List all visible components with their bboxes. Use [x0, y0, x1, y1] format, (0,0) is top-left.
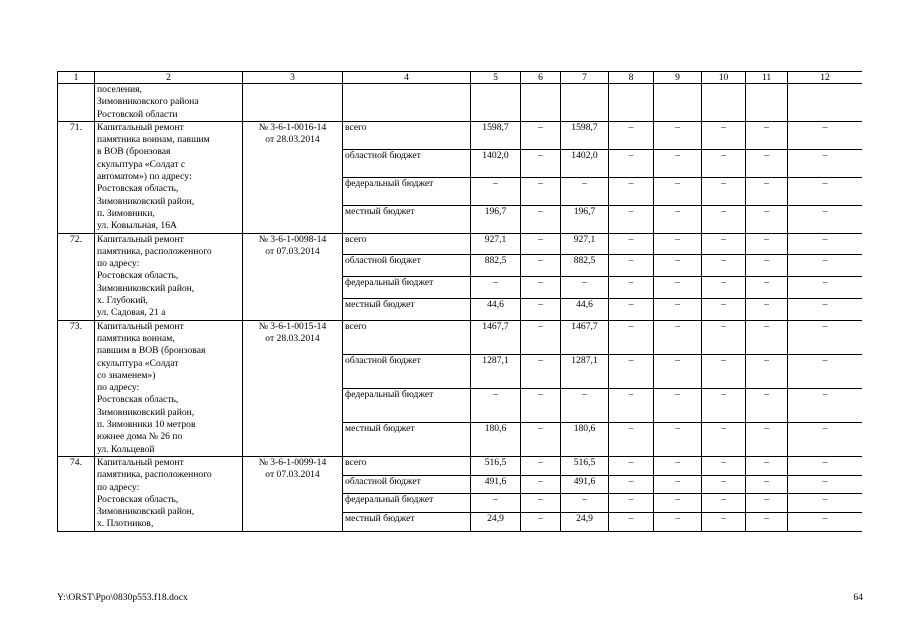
value-cell-8: – — [609, 233, 654, 255]
value-cell-7: 927,1 — [561, 233, 609, 255]
value-cell-12: – — [788, 494, 863, 513]
budget-label-cell: областной бюджет — [343, 255, 471, 277]
object-name-line: Капитальный ремонт — [97, 233, 184, 245]
value-cell-8: – — [609, 205, 654, 233]
row-number-cell: 73. — [58, 320, 95, 456]
column-number-9: 9 — [654, 72, 702, 84]
value-cell-10: – — [702, 255, 746, 277]
document-cell — [243, 121, 343, 233]
value-cell-6: – — [521, 456, 561, 475]
object-name-cell — [95, 233, 243, 320]
value-cell-7: – — [561, 277, 609, 299]
value-cell-5: 196,7 — [471, 205, 521, 233]
value-cell-6: – — [521, 388, 561, 422]
column-number-11: 11 — [746, 72, 788, 84]
value-cell-6: – — [521, 277, 561, 299]
value-cell-7: 882,5 — [561, 255, 609, 277]
value-cell-6: – — [521, 205, 561, 233]
object-name-line: павшим в ВОВ (бронзовая — [97, 345, 206, 357]
value-cell-12: – — [788, 277, 863, 299]
value-cell-8: – — [609, 149, 654, 177]
column-number-2: 2 — [95, 72, 243, 84]
value-cell-10: – — [702, 512, 746, 531]
value-cell-5: – — [471, 277, 521, 299]
value-cell-6: – — [521, 233, 561, 255]
budget-label-cell: всего — [343, 121, 471, 149]
value-cell-5: 1598,7 — [471, 121, 521, 149]
value-cell-7: 44,6 — [561, 298, 609, 320]
value-cell-10: – — [702, 456, 746, 475]
value-cell-7: – — [561, 388, 609, 422]
continued-row — [58, 84, 863, 122]
value-cell-7: 1287,1 — [561, 354, 609, 388]
value-cell-7: 491,6 — [561, 475, 609, 494]
value-cell-10: – — [702, 354, 746, 388]
budget-label-cell: федеральный бюджет — [343, 177, 471, 205]
object-name-line: п. Зимовники, — [97, 207, 155, 219]
object-name-line: Капитальный ремонт — [97, 456, 184, 468]
object-name-line: южнее дома № 26 по — [97, 431, 183, 443]
object-name-line: х. Глубокий, — [97, 295, 148, 307]
value-cell-12: – — [788, 475, 863, 494]
document-date: от 28.03.2014 — [265, 134, 320, 146]
value-cell-5: 24,9 — [471, 512, 521, 531]
value-cell-11: – — [746, 475, 788, 494]
value-cell-8: – — [609, 494, 654, 513]
value-cell-11: – — [746, 177, 788, 205]
budget-label-cell: областной бюджет — [343, 354, 471, 388]
value-cell-9: – — [654, 456, 702, 475]
object-name-line: скульптура «Солдат с — [97, 158, 186, 170]
value-cell-11: – — [746, 149, 788, 177]
object-name-line: по адресу: — [97, 481, 140, 493]
value-cell-7: 196,7 — [561, 205, 609, 233]
object-name-line: Зимовниковский район, — [97, 282, 195, 294]
value-cell-5: 180,6 — [471, 422, 521, 456]
value-cell-9: – — [654, 494, 702, 513]
document-number: № 3-6-1-0098-14 — [258, 233, 327, 245]
value-cell-5: 1467,7 — [471, 320, 521, 354]
value-cell-12: – — [788, 422, 863, 456]
value-cell-5: 491,6 — [471, 475, 521, 494]
value-cell-7: 1467,7 — [561, 320, 609, 354]
value-cell-9: – — [654, 277, 702, 299]
object-name-line: Ростовская область, — [97, 394, 179, 406]
value-cell-7: – — [561, 494, 609, 513]
document-cell — [243, 456, 343, 531]
object-name-line: автоматом») по адресу: — [97, 171, 192, 183]
object-name-line: Зимовниковский район, — [97, 506, 195, 518]
value-cell-12: – — [788, 177, 863, 205]
budget-label-cell: федеральный бюджет — [343, 388, 471, 422]
object-name-line: поселения, — [97, 84, 142, 95]
value-cell-6: – — [521, 149, 561, 177]
column-number-4: 4 — [343, 72, 471, 84]
column-number-3: 3 — [243, 72, 343, 84]
value-cell-11: – — [746, 422, 788, 456]
value-cell-8: – — [609, 121, 654, 149]
file-path: Y:\ORST\Ppo\0830p553.f18.docx — [57, 592, 188, 603]
row-number-cell — [58, 84, 95, 122]
value-cell-10: – — [702, 205, 746, 233]
value-cell-5: – — [471, 388, 521, 422]
value-cell-10: – — [702, 475, 746, 494]
value-cell-8: – — [609, 456, 654, 475]
value-cell-6: – — [521, 422, 561, 456]
value-cell-9: – — [654, 149, 702, 177]
object-name-line: Капитальный ремонт — [97, 320, 184, 332]
value-cell-11: – — [746, 456, 788, 475]
value-cell-8: – — [609, 388, 654, 422]
value-cell-7: 180,6 — [561, 422, 609, 456]
value-cell-11: – — [746, 320, 788, 354]
budget-row — [58, 233, 863, 255]
value-cell-7: 516,5 — [561, 456, 609, 475]
object-name-line: Капитальный ремонт — [97, 121, 184, 133]
document-date: от 07.03.2014 — [265, 245, 320, 257]
value-cell-9: – — [654, 177, 702, 205]
object-name-cell — [95, 84, 243, 122]
value-cell-9: – — [654, 298, 702, 320]
object-name-cell — [95, 320, 243, 456]
value-cell-11: – — [746, 277, 788, 299]
object-name-line: в ВОВ (бронзовая — [97, 146, 171, 158]
value-cell-12: – — [788, 456, 863, 475]
value-cell-7: 1598,7 — [561, 121, 609, 149]
value-cell-11: – — [746, 388, 788, 422]
value-cell-12: – — [788, 121, 863, 149]
value-cell-8: – — [609, 512, 654, 531]
value-cell-9: – — [654, 320, 702, 354]
value-cell-6: – — [521, 354, 561, 388]
value-cell-10: – — [702, 320, 746, 354]
value-cell-11: – — [746, 298, 788, 320]
object-name-line: Ростовская область, — [97, 270, 179, 282]
value-cell-7: 24,9 — [561, 512, 609, 531]
row-number-cell: 71. — [58, 121, 95, 233]
value-cell-6: – — [521, 494, 561, 513]
budget-label-cell: местный бюджет — [343, 512, 471, 531]
document-cell — [243, 320, 343, 456]
budget-row — [58, 320, 863, 354]
object-name-line: Зимовниковского района — [97, 96, 199, 108]
object-name-line: ул. Кольцевой — [97, 443, 155, 455]
column-number-row — [58, 72, 863, 84]
value-cell-7: 1402,0 — [561, 149, 609, 177]
column-number-8: 8 — [609, 72, 654, 84]
value-cell-9: – — [654, 388, 702, 422]
budget-label-cell: федеральный бюджет — [343, 494, 471, 513]
column-number-12: 12 — [788, 72, 863, 84]
budget-row — [58, 456, 863, 475]
budget-label-cell: федеральный бюджет — [343, 277, 471, 299]
value-cell-10: – — [702, 494, 746, 513]
value-cell-10: – — [702, 149, 746, 177]
value-cell-8: – — [609, 177, 654, 205]
object-name-cell — [95, 121, 243, 233]
value-cell-10: – — [702, 388, 746, 422]
value-cell-5: – — [471, 494, 521, 513]
value-cell-5: 44,6 — [471, 298, 521, 320]
value-cell-6: – — [521, 320, 561, 354]
value-cell-6: – — [521, 512, 561, 531]
value-cell-11: – — [746, 512, 788, 531]
object-name-line: ул. Ковыльная, 16А — [97, 220, 177, 232]
document-number: № 3-6-1-0099-14 — [258, 456, 327, 468]
budget-label-cell: всего — [343, 233, 471, 255]
object-name-line: Зимовниковский район, — [97, 195, 195, 207]
value-cell-11: – — [746, 233, 788, 255]
column-number-10: 10 — [702, 72, 746, 84]
budget-label-cell: областной бюджет — [343, 475, 471, 494]
value-cell-8: – — [609, 354, 654, 388]
value-cell-10: – — [702, 298, 746, 320]
object-name-line: по адресу: — [97, 258, 140, 270]
value-cell-8: – — [609, 320, 654, 354]
value-cell-11: – — [746, 354, 788, 388]
column-number-7: 7 — [561, 72, 609, 84]
column-number-6: 6 — [521, 72, 561, 84]
value-cell-7: – — [561, 177, 609, 205]
budget-label-cell: всего — [343, 456, 471, 475]
budget-label-cell — [343, 84, 471, 122]
document-date: от 07.03.2014 — [265, 469, 320, 481]
object-name-line: Ростовской области — [97, 108, 178, 120]
value-cell-10: – — [702, 277, 746, 299]
document-page — [57, 71, 862, 578]
object-name-line: ул. Садовая, 21 а — [97, 307, 166, 319]
value-cell-9: – — [654, 422, 702, 456]
value-cell-11: – — [746, 255, 788, 277]
document-cell — [243, 233, 343, 320]
value-cell-8: – — [609, 277, 654, 299]
value-cell-6: – — [521, 255, 561, 277]
value-cell-11: – — [746, 205, 788, 233]
value-cell-6: – — [521, 298, 561, 320]
value-cell-5: 927,1 — [471, 233, 521, 255]
value-cell-9: – — [654, 512, 702, 531]
document-number: № 3-6-1-0015-14 — [258, 320, 327, 332]
value-cell-9: – — [654, 233, 702, 255]
object-name-cell — [95, 456, 243, 531]
object-name-line: памятника воинам, павшим — [97, 134, 210, 146]
object-name-line: Зимовниковский район, — [97, 406, 195, 418]
budget-table — [57, 71, 862, 532]
column-number-5: 5 — [471, 72, 521, 84]
value-cell-12: – — [788, 512, 863, 531]
object-name-line: памятника, расположенного — [97, 469, 212, 481]
value-cell-8: – — [609, 298, 654, 320]
value-cell-12: – — [788, 255, 863, 277]
value-cell-6: – — [521, 177, 561, 205]
value-cell-10: – — [702, 233, 746, 255]
value-cell-8: – — [609, 422, 654, 456]
value-cell-5: – — [471, 177, 521, 205]
value-cell-12: – — [788, 388, 863, 422]
value-cell-10: – — [702, 177, 746, 205]
budget-label-cell: местный бюджет — [343, 298, 471, 320]
budget-label-cell: местный бюджет — [343, 205, 471, 233]
value-cell-5: 516,5 — [471, 456, 521, 475]
object-name-line: х. Плотников, — [97, 518, 154, 530]
value-cell-5: 882,5 — [471, 255, 521, 277]
object-name-line: п. Зимовники 10 метров — [97, 419, 196, 431]
value-cell-6: – — [521, 121, 561, 149]
column-number-1: 1 — [58, 72, 95, 84]
value-cell-12: – — [788, 298, 863, 320]
budget-row — [58, 121, 863, 149]
value-cell-12: – — [788, 205, 863, 233]
value-cell-9: – — [654, 354, 702, 388]
object-name-line: Ростовская область, — [97, 493, 179, 505]
table-body — [58, 72, 863, 532]
value-cell-12: – — [788, 149, 863, 177]
budget-label-cell: всего — [343, 320, 471, 354]
object-name-line: памятника воинам, — [97, 332, 175, 344]
object-name-line: Ростовская область, — [97, 183, 179, 195]
object-name-line: скульптура «Солдат — [97, 357, 179, 369]
row-number-cell: 74. — [58, 456, 95, 531]
budget-label-cell: областной бюджет — [343, 149, 471, 177]
page-number: 64 — [853, 592, 863, 603]
value-cell-11: – — [746, 494, 788, 513]
row-number-cell: 72. — [58, 233, 95, 320]
budget-label-cell: местный бюджет — [343, 422, 471, 456]
value-cell-9: – — [654, 255, 702, 277]
value-cell-5: 1402,0 — [471, 149, 521, 177]
object-name-line: по адресу: — [97, 382, 140, 394]
value-cell-9: – — [654, 475, 702, 494]
value-cell-11: – — [746, 121, 788, 149]
value-cell-10: – — [702, 121, 746, 149]
value-cell-5: 1287,1 — [471, 354, 521, 388]
value-cell-10: – — [702, 422, 746, 456]
value-cell-9: – — [654, 121, 702, 149]
document-cell — [243, 84, 343, 122]
value-cell-9: – — [654, 205, 702, 233]
value-cell-8: – — [609, 255, 654, 277]
value-cell-6: – — [521, 475, 561, 494]
value-cell-12: – — [788, 320, 863, 354]
document-number: № 3-6-1-0016-14 — [258, 121, 327, 133]
object-name-line: памятника, расположенного — [97, 245, 212, 257]
document-date: от 28.03.2014 — [265, 332, 320, 344]
value-cell-8: – — [609, 475, 654, 494]
object-name-line: со знаменем») — [97, 369, 156, 381]
value-cell-12: – — [788, 354, 863, 388]
value-cell-12: – — [788, 233, 863, 255]
